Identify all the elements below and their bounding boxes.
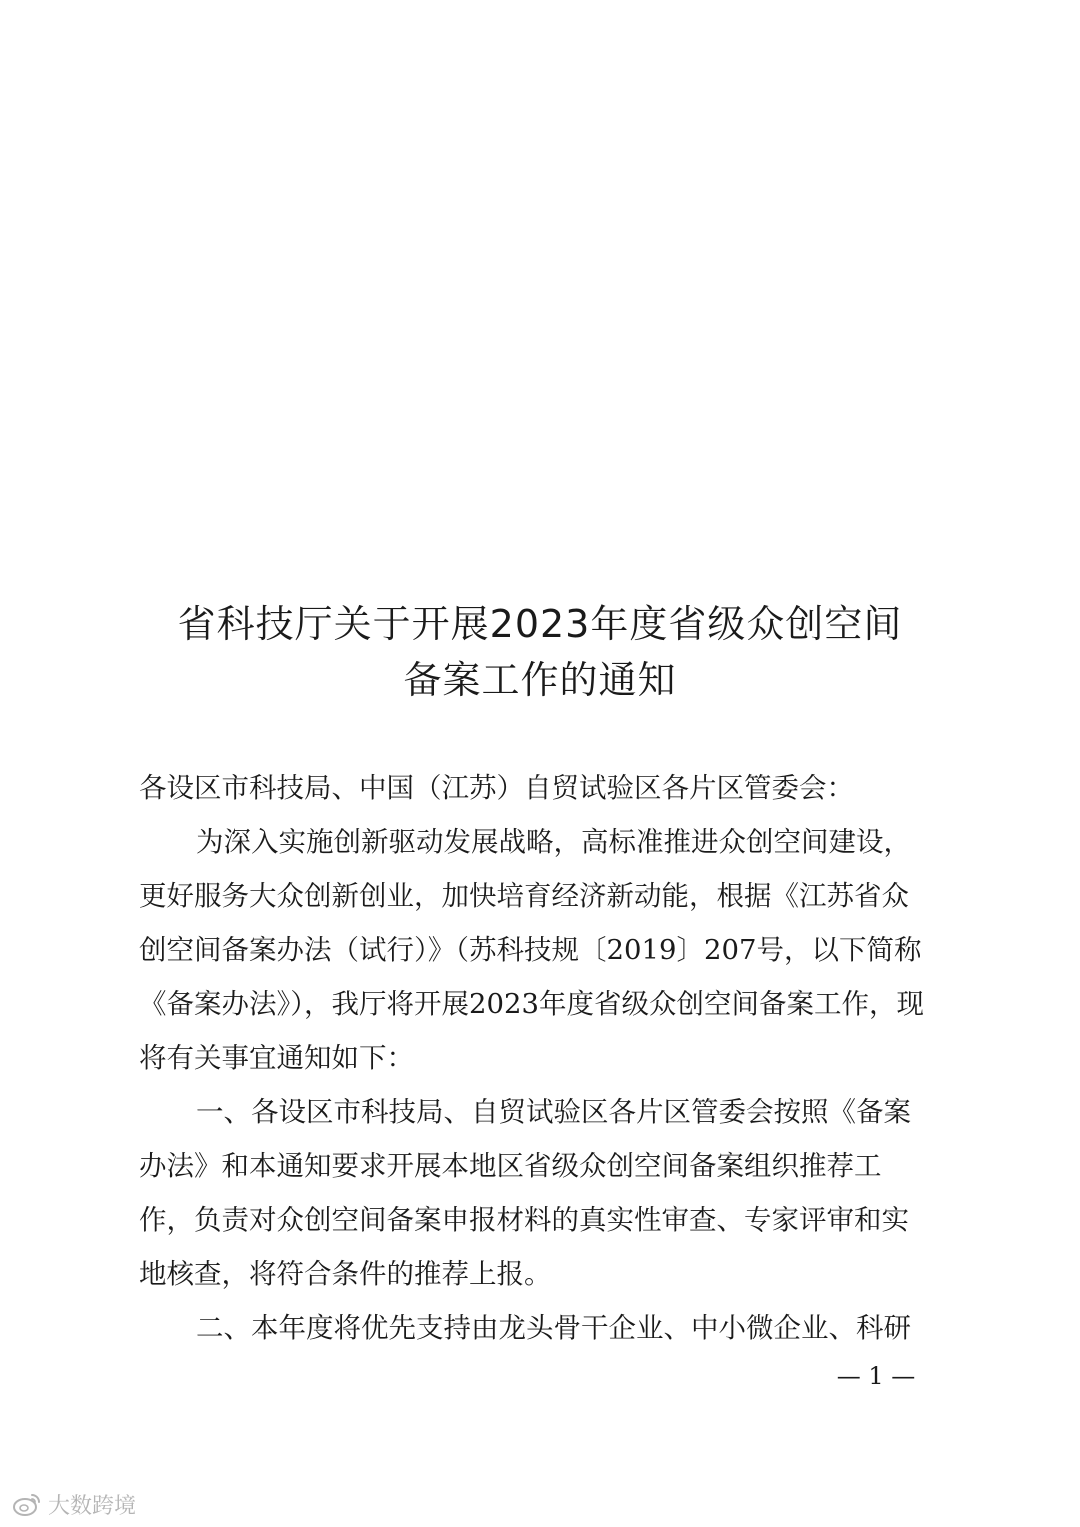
- paragraph-3-line: 二、本年度将优先支持由龙头骨干企业、中小微企业、科研: [196, 1312, 911, 1344]
- document-title-line-1: 省科技厅关于开展2023年度省级众创空间: [177, 602, 903, 646]
- paragraph-1-line: 为深入实施创新驱动发展战略，高标准推进众创空间建设，: [196, 826, 911, 858]
- watermark-text: 大数跨境: [48, 1493, 137, 1519]
- paragraph-2-line: 办法》和本通知要求开展本地区省级众创空间备案组织推荐工: [139, 1150, 882, 1182]
- weibo-logo-icon: [12, 1491, 42, 1517]
- paragraph-1-line: 更好服务大众创新创业，加快培育经济新动能，根据《江苏省众: [139, 880, 909, 912]
- paragraph-2-line: 地核查，将符合条件的推荐上报。: [139, 1258, 552, 1290]
- paragraph-1-line: 《备案办法》），我厅将开展2023年度省级众创空间备案工作，现: [139, 988, 924, 1020]
- paragraph-1-line: 将有关事宜通知如下：: [139, 1042, 414, 1074]
- paragraph-1-line: 创空间备案办法（试行）》（苏科技规〔2019〕207号，以下简称: [139, 934, 922, 966]
- page-number: — 1 —: [836, 1362, 916, 1390]
- document-title-line-2: 备案工作的通知: [403, 658, 677, 702]
- salutation: 各设区市科技局、中国（江苏）自贸试验区各片区管委会：: [139, 772, 854, 804]
- paragraph-2-line: 作，负责对众创空间备案申报材料的真实性审查、专家评审和实: [139, 1204, 909, 1236]
- paragraph-2-line: 一、各设区市科技局、自贸试验区各片区管委会按照《备案: [196, 1096, 911, 1128]
- watermark: [12, 1489, 136, 1519]
